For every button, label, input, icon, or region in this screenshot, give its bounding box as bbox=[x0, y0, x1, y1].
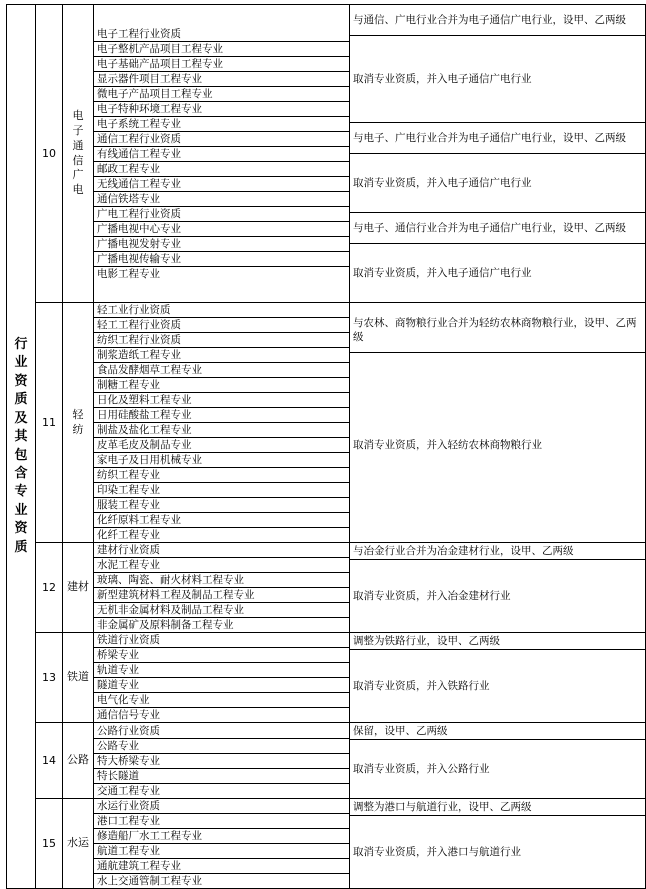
list-item: 日用硅酸盐工程专业 bbox=[94, 408, 349, 423]
group-number-15: 15 bbox=[36, 799, 63, 889]
list-item: 微电子产品项目工程专业 bbox=[94, 86, 349, 101]
list-item: 电子特种环境工程专业 bbox=[94, 101, 349, 116]
list-item: 铁道行业资质 bbox=[94, 633, 349, 648]
list-item: 特大桥梁专业 bbox=[94, 753, 349, 768]
note-text: 调整为港口与航道行业，设甲、乙两级 bbox=[353, 801, 532, 813]
note-text: 与冶金行业合并为冶金建材行业，设甲、乙两级 bbox=[353, 545, 574, 557]
list-item: 无机非金属材料及制品工程专业 bbox=[94, 603, 349, 618]
note-text: 与农林、商物粮行业合并为轻纺农林商物粮行业，设甲、乙两级 bbox=[353, 317, 637, 343]
list-item: 水上交通管制工程专业 bbox=[97, 875, 202, 887]
group-category-15: 水运 bbox=[63, 799, 94, 889]
notes-cell bbox=[350, 723, 646, 799]
list-item: 制浆造纸工程专业 bbox=[94, 348, 349, 363]
list-item: 邮政工程专业 bbox=[94, 161, 349, 176]
notes-cell bbox=[350, 633, 646, 723]
items-table bbox=[94, 303, 349, 542]
notes-table bbox=[350, 799, 645, 888]
note-text: 与通信、广电行业合并为电子通信广电行业，设甲、乙两级 bbox=[353, 14, 626, 26]
note-text: 与电子、广电行业合并为电子通信广电行业，设甲、乙两级 bbox=[353, 132, 626, 144]
notes-table bbox=[350, 5, 645, 302]
list-item: 通信信号专业 bbox=[97, 709, 160, 721]
row-title-text: 行业资质及其包含专业资质 bbox=[14, 336, 28, 555]
list-item: 纺织工程专业 bbox=[94, 468, 349, 483]
list-item: 广播电视中心专业 bbox=[94, 221, 349, 236]
items-cell bbox=[94, 303, 350, 543]
row-title-cell bbox=[7, 5, 36, 889]
list-item: 纺织工程行业资质 bbox=[94, 333, 349, 348]
note-text: 保留，设甲、乙两级 bbox=[353, 725, 448, 737]
table-row bbox=[7, 799, 646, 889]
list-item: 水泥工程专业 bbox=[94, 558, 349, 573]
list-item: 广播电视传输专业 bbox=[94, 251, 349, 266]
note-text: 取消专业资质，并入电子通信广电行业 bbox=[353, 177, 532, 189]
list-item: 轻工工程行业资质 bbox=[94, 318, 349, 333]
group-number-12: 12 bbox=[36, 543, 63, 633]
note-text: 取消专业资质，并入铁路行业 bbox=[353, 680, 490, 692]
notes-table bbox=[350, 723, 645, 798]
note-text: 与电子、通信行业合并为电子通信广电行业，设甲、乙两级 bbox=[353, 222, 626, 234]
list-item: 广电工程行业资质 bbox=[94, 206, 349, 221]
list-item: 非金属矿及原料制备工程专业 bbox=[97, 619, 234, 631]
list-item: 修造船厂水工工程专业 bbox=[94, 829, 349, 844]
list-item: 家电子及日用机械专业 bbox=[94, 453, 349, 468]
list-item: 电子基础产品项目工程专业 bbox=[94, 56, 349, 71]
list-item: 制糖工程专业 bbox=[94, 378, 349, 393]
group-category-12: 建材 bbox=[63, 543, 94, 633]
list-item: 电子系统工程专业 bbox=[94, 116, 349, 131]
list-item: 航道工程专业 bbox=[94, 844, 349, 859]
group-number-10: 10 bbox=[36, 5, 63, 303]
list-item: 化纤原料工程专业 bbox=[94, 513, 349, 528]
items-table bbox=[94, 633, 349, 722]
items-table bbox=[94, 543, 349, 632]
items-table bbox=[94, 799, 349, 888]
note-text: 取消专业资质，并入电子通信广电行业 bbox=[353, 267, 532, 279]
list-item: 玻璃、陶瓷、耐火材料工程专业 bbox=[94, 573, 349, 588]
list-item: 服装工程专业 bbox=[94, 498, 349, 513]
list-item: 交通工程专业 bbox=[97, 784, 160, 797]
group-number-13: 13 bbox=[36, 633, 63, 723]
list-item: 水运行业资质 bbox=[94, 799, 349, 814]
list-item: 电子整机产品项目工程专业 bbox=[94, 41, 349, 56]
list-item: 通航建筑工程专业 bbox=[94, 859, 349, 874]
list-item: 建材行业资质 bbox=[94, 543, 349, 558]
list-item: 皮革毛皮及制品专业 bbox=[94, 438, 349, 453]
notes-table bbox=[350, 308, 645, 537]
note-text: 取消专业资质，并入冶金建材行业 bbox=[353, 590, 511, 602]
note-text: 取消专业资质，并入港口与航道行业 bbox=[353, 846, 521, 858]
notes-cell bbox=[350, 303, 646, 543]
items-cell bbox=[94, 633, 350, 723]
list-item: 化纤工程专业 bbox=[97, 529, 160, 541]
list-item: 新型建筑材料工程及制品工程专业 bbox=[94, 588, 349, 603]
list-item: 食品发酵烟草工程专业 bbox=[94, 363, 349, 378]
list-item: 显示器件项目工程专业 bbox=[94, 71, 349, 86]
list-item: 广播电视发射专业 bbox=[94, 236, 349, 251]
list-item: 轻工业行业资质 bbox=[94, 303, 349, 318]
group-category-14: 公路 bbox=[63, 723, 94, 799]
table-row bbox=[7, 303, 646, 543]
items-cell bbox=[94, 543, 350, 633]
group-category-10 bbox=[63, 5, 94, 303]
list-item: 桥梁专业 bbox=[94, 648, 349, 663]
list-item: 隧道专业 bbox=[94, 678, 349, 693]
group-category-label: 轻纺 bbox=[72, 407, 84, 436]
group-number-11: 11 bbox=[36, 303, 63, 543]
group-number-14: 14 bbox=[36, 723, 63, 799]
table-row bbox=[7, 633, 646, 723]
items-cell bbox=[94, 5, 350, 303]
note-text: 取消专业资质，并入公路行业 bbox=[353, 763, 490, 775]
list-item: 公路行业资质 bbox=[94, 724, 349, 739]
document-page bbox=[0, 4, 646, 887]
notes-table bbox=[350, 633, 645, 722]
list-item: 电气化专业 bbox=[94, 693, 349, 708]
items-cell bbox=[94, 723, 350, 799]
items-table bbox=[94, 27, 349, 281]
notes-cell bbox=[350, 543, 646, 633]
list-item: 通信工程行业资质 bbox=[94, 131, 349, 146]
list-item: 通信铁塔专业 bbox=[94, 191, 349, 206]
list-item: 公路专业 bbox=[94, 738, 349, 753]
notes-cell bbox=[350, 799, 646, 889]
list-item: 港口工程专业 bbox=[94, 814, 349, 829]
list-item: 有线通信工程专业 bbox=[94, 146, 349, 161]
table-body bbox=[7, 5, 646, 889]
list-item: 轨道专业 bbox=[94, 663, 349, 678]
group-category-13: 铁道 bbox=[63, 633, 94, 723]
note-text: 调整为铁路行业，设甲、乙两级 bbox=[353, 635, 500, 647]
group-category-label: 电子通信广电 bbox=[72, 108, 84, 197]
group-category-11 bbox=[63, 303, 94, 543]
list-item: 电影工程专业 bbox=[97, 267, 160, 280]
table-row bbox=[7, 5, 646, 303]
list-item: 无线通信工程专业 bbox=[94, 176, 349, 191]
list-item: 日化及塑料工程专业 bbox=[94, 393, 349, 408]
note-text: 取消专业资质，并入轻纺农林商物粮行业 bbox=[353, 439, 542, 451]
list-item: 印染工程专业 bbox=[94, 483, 349, 498]
list-item: 特长隧道 bbox=[94, 768, 349, 783]
notes-cell bbox=[350, 5, 646, 303]
table-row bbox=[7, 543, 646, 633]
list-item: 制盐及盐化工程专业 bbox=[94, 423, 349, 438]
qualification-table bbox=[6, 4, 646, 889]
items-cell bbox=[94, 799, 350, 889]
table-row bbox=[7, 723, 646, 799]
note-text: 取消专业资质，并入电子通信广电行业 bbox=[353, 73, 532, 85]
items-table bbox=[94, 724, 349, 798]
list-item: 电子工程行业资质 bbox=[94, 27, 349, 42]
notes-table bbox=[350, 543, 645, 632]
